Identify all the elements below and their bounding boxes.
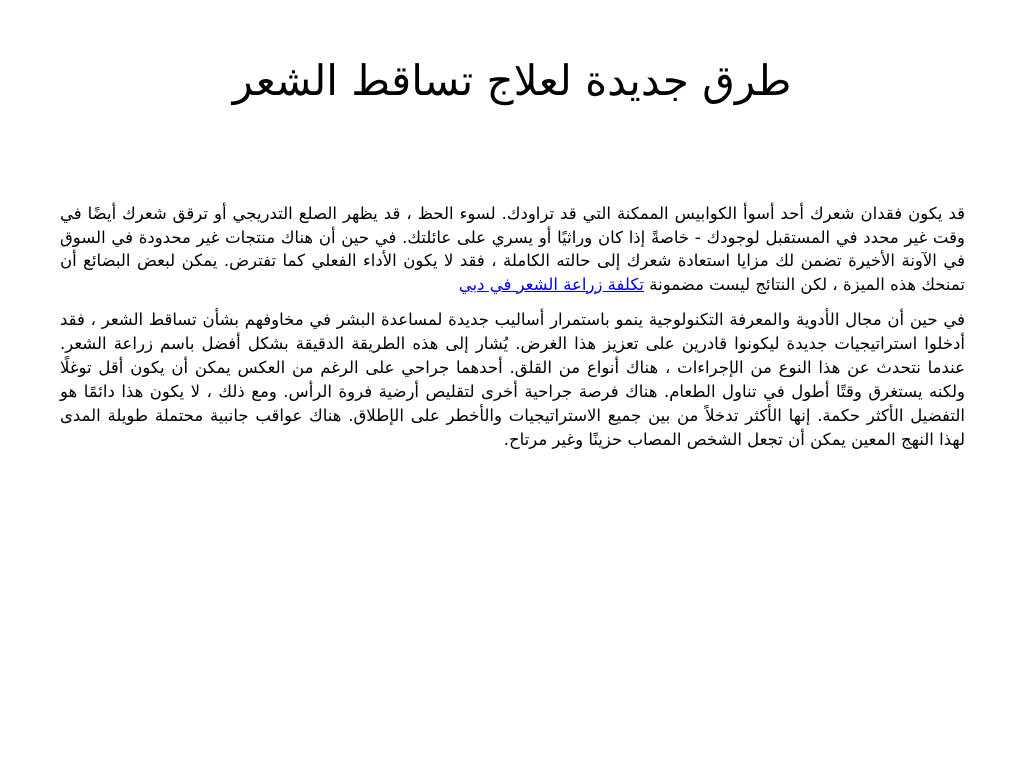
slide-body bbox=[60, 202, 965, 464]
paragraph-1-text: قد يكون فقدان شعرك أحد أسوأ الكوابيس الممكنة التي قد تراودك. لسوء الحظ ، قد يظهر الصلع التدريجي أو ترقق شعرك أيضًا في وقت غير محدد في المستقبل لوجودك - خاصةً إذا كان وراثيًا أو يسري على عائلتك. في حين أن هناك منتجات غير محدودة في السوق في الآونة الأخيرة تضمن لك مزايا استعادة شعرك إلى حالته الكاملة ، فقد لا يكون الأداء الفعلي كما تفترض. يمكن لبعض البضائع أن تمنحك هذه الميزة ، لكن النتائج ليست مضمونة bbox=[60, 204, 965, 294]
paragraph-1 bbox=[60, 202, 965, 296]
hair-transplant-cost-link[interactable]: تكلفة زراعة الشعر في دبي bbox=[458, 274, 645, 294]
paragraph-2: في حين أن مجال الأدوية والمعرفة التكنولوجية ينمو باستمرار أساليب جديدة لمساعدة البشر في مخاوفهم بشأن تساقط الشعر ، فقد أدخلوا استراتيجيات جديدة ليكونوا قادرين على تعزيز هذا الغرض. يُشار إلى هذه الطريقة الدقيقة بشكل أفضل باسم زراعة الشعر. عندما نتحدث عن هذا النوع من الإجراءات ، هناك أنواع من القلق. أحدهما جراحي على الرغم من العكس يمكن أن يكون أقل توغلًا ولكنه يستغرق وقتًا أطول في تناول الطعام. هناك فرصة جراحية أخرى لتقليص أرضية فروة الرأس. ومع ذلك ، لا يكون هذا دائمًا هو التفضيل الأكثر حكمة. إنها الأكثر تدخلاً من بين جميع الاستراتيجيات والأخطر على الإطلاق. هناك عواقب جانبية محتملة طويلة المدى لهذا النهج المعين يمكن أن تجعل الشخص المصاب حزينًا وغير مرتاح. bbox=[60, 310, 965, 449]
slide-title: طرق جديدة لعلاج تساقط الشعر bbox=[232, 56, 792, 105]
